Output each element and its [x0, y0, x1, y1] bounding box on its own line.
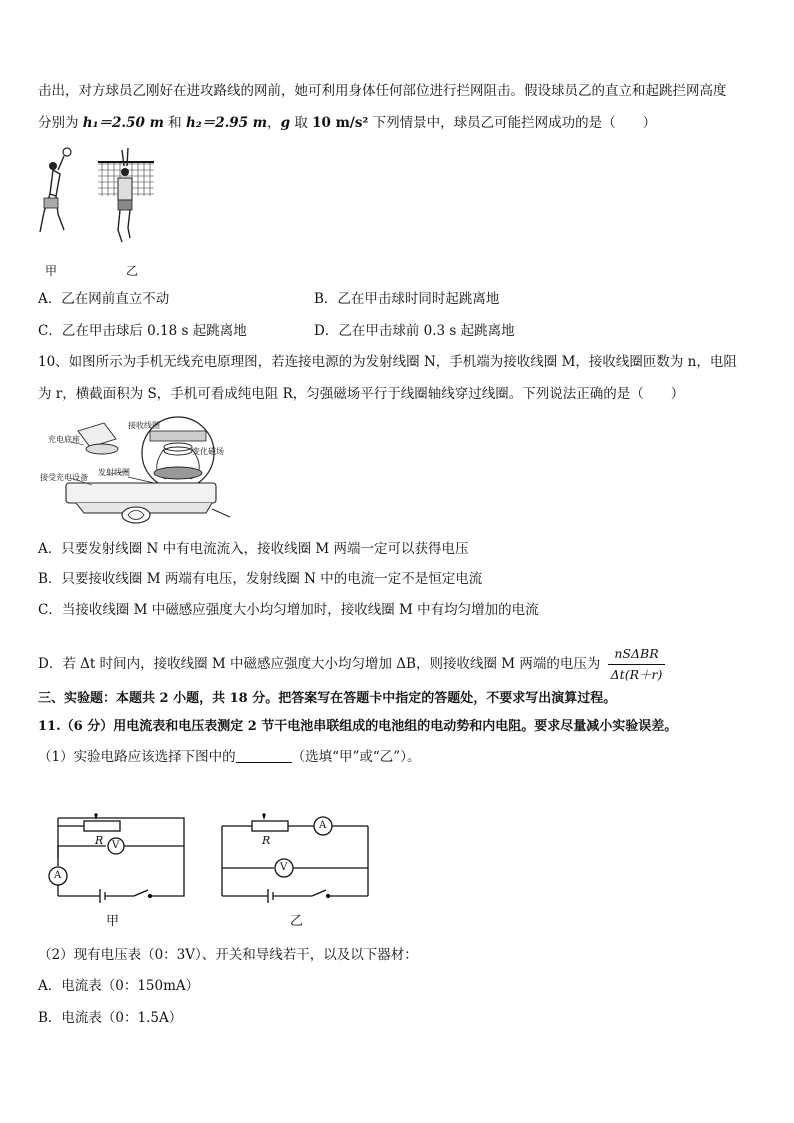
circuit-yi [216, 808, 376, 904]
fig-label-jia: 甲 [45, 264, 58, 278]
q10-option-a: A．只要发射线圈 N 中有电流流入，接收线圈 M 两端一定可以获得电压 [38, 541, 469, 557]
fig-label-changing-field: 变化磁场 [192, 447, 224, 456]
q11-part1 [38, 747, 420, 767]
q10-option-d-text: D．若 Δt 时间内，接收线圈 M 中磁感应强度大小均匀增加 ΔB，则接收线圈 M 两端的电压为 [38, 656, 601, 672]
fig-label-yi: 乙 [126, 264, 139, 278]
q10-line2: 为 r，横截面积为 S，手机可看成纯电阻 R，匀强磁场平行于线圈轴线穿过线圈。下列说法正确的是（ ） [38, 386, 685, 402]
q9-line2-d: 取 [290, 115, 313, 131]
circuit-jia-r-label: R [95, 834, 104, 847]
q9-option-c: C．乙在甲击球后 0.18 s 起跳离地 [38, 323, 247, 339]
q9-h1: h₁＝2.50 m [82, 115, 164, 131]
fig-label-device: 接受充电设备 [40, 473, 88, 482]
q11-option-a: A．电流表（0：150mA） [38, 978, 200, 994]
q11-heading: 11.（6 分）用电流表和电压表测定 2 节干电池串联组成的电池组的电动势和内电阻。要求尽量减小实验误差。 [38, 719, 678, 734]
q9-line1: 击出，对方球员乙刚好在进攻路线的网前，她可利用身体任何部位进行拦网阻击。假设球员乙的直立和起跳拦网高度 [38, 83, 727, 99]
volleyball-figure [36, 142, 166, 262]
fig-label-emit-coil: 发射线圈 [98, 468, 130, 477]
fraction-denominator: Δt(R＋r) [608, 664, 666, 685]
circuit-jia-ammeter-label: A [54, 870, 62, 881]
q10-option-d-fraction [608, 644, 666, 685]
circuit-jia-voltmeter-label: V [112, 840, 120, 851]
q9-g: g [280, 115, 291, 131]
q11-part1-b: （选填“甲”或“乙”）。 [291, 749, 421, 765]
q9-line2 [38, 113, 656, 133]
section-3-heading: 三、实验题：本题共 2 小题，共 18 分。把答案写在答题卡中指定的答题处，不要求写出演算过程。 [38, 691, 617, 706]
q11-part2: （2）现有电压表（0：3V）、开关和导线若干，以及以下器材： [38, 947, 418, 963]
q10-option-b: B．只要接收线圈 M 两端有电压，发射线圈 N 中的电流一定不是恒定电流 [38, 571, 483, 587]
q10-option-d [38, 644, 665, 685]
q10-line1: 10、如图所示为手机无线充电原理图，若连接电源的为发射线圈 N，手机端为接收线圈 M，接收线圈匝数为 n，电阻 [38, 354, 737, 370]
q9-g-val: 10 m/s² [312, 115, 369, 131]
q9-option-a: A．乙在网前直立不动 [38, 291, 170, 307]
q11-part1-a: （1）实验电路应该选择下图中的 [38, 749, 236, 765]
q9-line2-e: 下列情景中，球员乙可能拦网成功的是（ ） [368, 115, 657, 131]
circuit-jia-caption: 甲 [106, 914, 120, 929]
circuit-yi-caption: 乙 [290, 914, 304, 929]
q9-option-b: B．乙在甲击球时同时起跳离地 [314, 291, 500, 307]
q9-line2-b: 和 [163, 115, 186, 131]
fig-label-charger-base: 充电底座 [48, 435, 80, 444]
q9-line2-c: ， [267, 115, 281, 131]
q11-option-b: B．电流表（0：1.5A） [38, 1010, 183, 1026]
q9-option-d: D．乙在甲击球前 0.3 s 起跳离地 [314, 323, 515, 339]
q10-option-c: C．当接收线圈 M 中磁感应强度大小均匀增加时，接收线圈 M 中有均匀增加的电流 [38, 602, 539, 618]
q9-line2-a: 分别为 [38, 115, 83, 131]
circuit-yi-r-label: R [262, 834, 271, 847]
answer-blank[interactable] [236, 748, 292, 763]
fraction-numerator: nSΔBR [614, 646, 659, 661]
fig-label-receive-coil: 接收线圈 [128, 421, 160, 430]
circuit-jia [44, 808, 194, 904]
circuit-yi-voltmeter-label: V [280, 862, 288, 873]
circuit-yi-ammeter-label: A [319, 820, 327, 831]
q9-h2: h₂＝2.95 m [185, 115, 268, 131]
